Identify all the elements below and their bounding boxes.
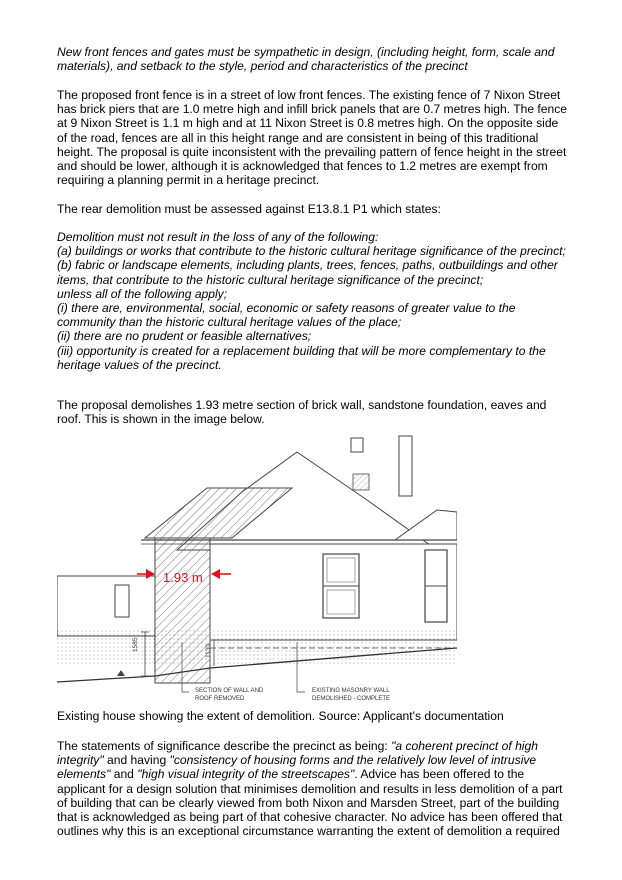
front-roof <box>395 510 457 540</box>
note-masonry-2: DEMOLISHED - COMPLETE <box>312 696 391 702</box>
fence-criterion <box>57 45 569 73</box>
fence-assessment-text: The proposed front fence is in a street of low front fences. The existing fence of 7 Nixon Street has brick piers that are 1.0 metre high and infill brick panels that are 0.7 metres high. The fence at 9 Nixon Street is 1.1 m high and at 11 Nixon Street is 0.8 metres high. On the opposite side of the road, fences are all in this height range and are consistent in being of this traditional height. The proposal is quite inconsistent with the prevailing pattern of fence height in the street and should be lower, although it is acknowledged that fences to 1.2 metres are exempt from requiring a planning permit in a heritage precinct. <box>57 88 568 188</box>
significance-text-3: and <box>110 767 138 782</box>
proposal-text: The proposal demolishes 1.93 metre section of brick wall, sandstone foundation, eaves and roof. This is shown in the image below. <box>57 398 547 427</box>
gable-vent <box>353 474 369 490</box>
significance-paragraph <box>57 739 569 838</box>
note-wall-removed-2: ROOF REMOVED <box>195 696 245 702</box>
elevation-drawing <box>57 430 457 710</box>
sandstone-foundation <box>57 628 457 666</box>
dimension-label: 1.93 m <box>163 570 203 585</box>
criteria-line: (b) fabric or landscape elements, including plants, trees, fences, paths, outbuildings and other items, that contribute to the historic cultural heritage significance of the precinct; <box>57 258 558 287</box>
fence-criterion-text: New front fences and gates must be sympathetic in design, (including height, form, scale and materials), and setback to the style, period and characteristics of the precinct <box>57 45 555 74</box>
chimney-pot <box>351 438 363 452</box>
significance-text-4: . Advice has been offered to the applicant for a design solution that minimises demolition and results in less demolition of a part of building that can be clearly viewed from both Nixon and Marsden Street, part of the building that is acknowledged as being part of that cohesive character. No advice has been offered that outlines why this is an exceptional circumstance warranting the extent of demolition a required <box>57 767 563 839</box>
height-label-left: 1585 <box>132 637 139 652</box>
fence-assessment <box>57 88 569 187</box>
note-masonry-1: EXISTING MASONRY WALL <box>312 688 390 694</box>
note-wall-removed-1: SECTION OF WALL AND <box>195 688 264 694</box>
height-label-mid: 1130 <box>205 644 212 658</box>
criteria-line: (a) buildings or works that contribute to the historic cultural heritage significance of the precinct; <box>57 244 566 259</box>
quote-consistency: "consistency of housing forms and the relatively low level of intrusive elements" <box>57 753 537 782</box>
criteria-line: (iii) opportunity is created for a replacement building that will be more complementary to the heritage values of the precinct. <box>57 343 546 372</box>
rear-demolition-text: The rear demolition must be assessed against E13.8.1 P1 which states: <box>57 202 441 216</box>
significance-text-2: and having <box>103 753 170 768</box>
criteria-line: Demolition must not result in the loss of any of the following: <box>57 230 379 244</box>
criteria-line: (ii) there are no prudent or feasible alternatives; <box>57 329 312 344</box>
significance-text-1: The statements of significance describe the precinct as being: <box>57 739 392 753</box>
criteria-line: unless all of the following apply; <box>57 286 228 301</box>
rear-demolition-intro <box>57 202 569 216</box>
quote-coherent-precinct: "a coherent precinct of high integrity" <box>57 739 538 768</box>
chimney <box>399 436 412 496</box>
proposal-description <box>57 398 569 426</box>
skillion-annex <box>57 576 155 636</box>
figure-caption: Existing house showing the extent of demolition. Source: Applicant's documentation <box>57 709 504 723</box>
significance-text <box>57 739 569 838</box>
annex-window <box>115 585 129 617</box>
criteria-line: (i) there are, environmental, social, economic or safety reasons of greater value to the community than the historic cultural heritage values of the place; <box>57 301 516 330</box>
demolition-criteria <box>57 230 569 372</box>
quote-visual-integrity: "high visual integrity of the streetscapes" <box>137 767 355 782</box>
